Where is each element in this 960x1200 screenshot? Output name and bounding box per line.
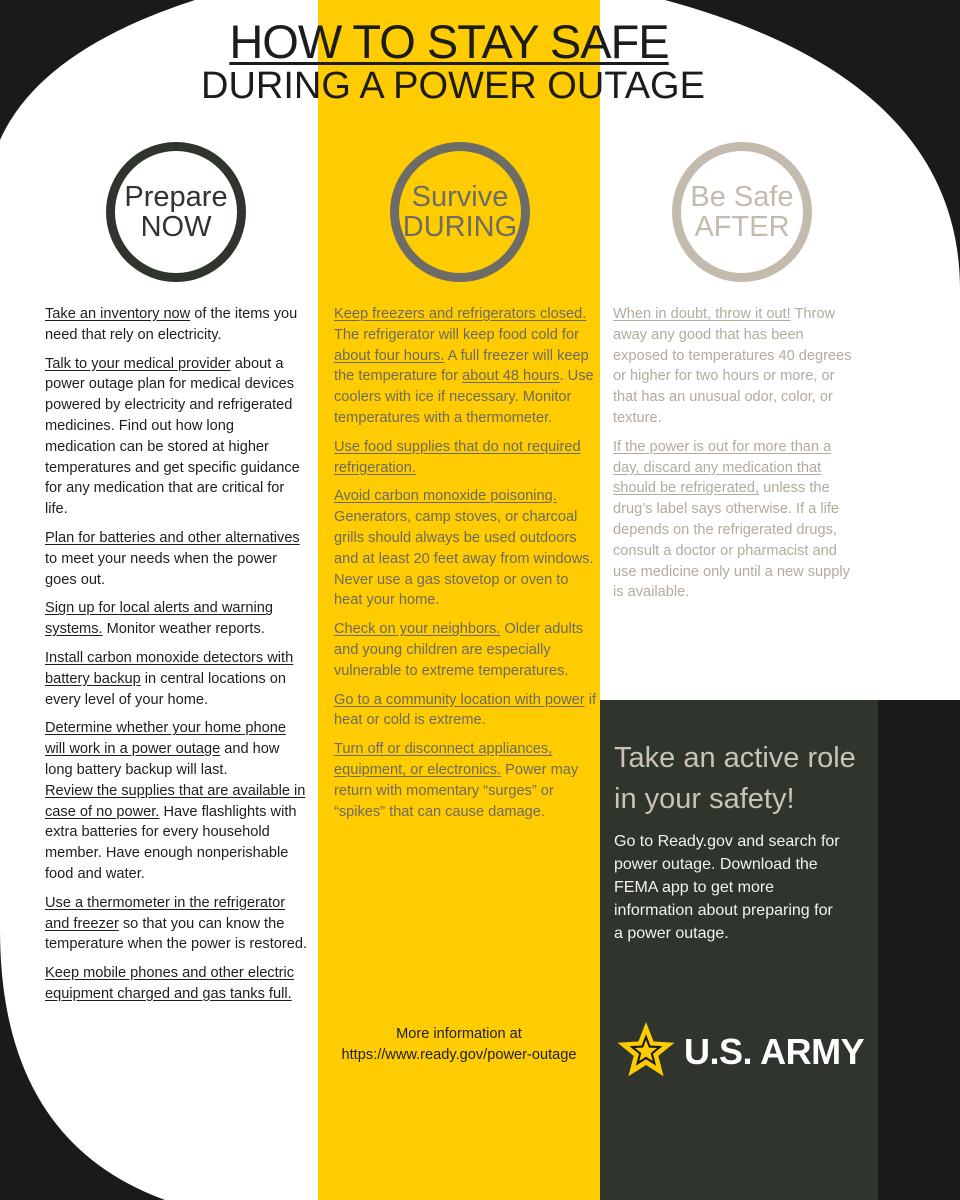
after-list: [613, 304, 861, 611]
cta-heading: Take an active role in your safety!: [614, 742, 856, 815]
survive-item-text: Power may return with momentary “surges” or “spikes” that can cause damage.: [334, 761, 579, 820]
prepare-item-link[interactable]: Talk to your medical provider: [45, 355, 231, 372]
survive-item-link[interactable]: Avoid carbon monoxide poisoning.: [334, 488, 557, 505]
after-item: [613, 304, 861, 429]
after-label: AFTER: [694, 211, 790, 243]
survive-item-text: The refrigerator will keep food cold for: [334, 326, 579, 343]
be-safe-label: Be Safe: [690, 181, 794, 213]
prepare-item: [45, 648, 307, 710]
prepare-item-text: about a power outage plan for medical devices powered by electricity and refrigerated medicines. Find out how long medication can be stored at higher temperatures and get specific guidance for any medication that are critical for life.: [45, 355, 300, 518]
survive-during-circle: [390, 142, 530, 282]
survive-item-text: . Use coolers with ice if necessary. Monitor temperatures with a thermometer.: [334, 368, 594, 426]
more-info-url[interactable]: https://www.ready.gov/power-outage: [341, 1047, 577, 1063]
prepare-item-link[interactable]: Review the supplies that are available in case of no power.: [45, 782, 306, 820]
now-label: NOW: [140, 211, 212, 243]
cta-body: Go to Ready.gov and search for power outage. Download the FEMA app to get more information about preparing for a power outage.: [614, 833, 840, 942]
survive-item-link[interactable]: Check on your neighbors.: [334, 621, 501, 638]
call-to-action: [600, 700, 878, 1200]
survive-item: [334, 486, 596, 611]
prepare-item-link[interactable]: Install carbon monoxide detectors with battery backup: [45, 649, 294, 687]
page-title: HOW TO STAY SAFE: [229, 15, 669, 68]
more-info-label: More information at: [396, 1026, 522, 1042]
prepare-now-circle: [106, 142, 246, 282]
survive-item: [334, 619, 596, 681]
prepare-item: [45, 304, 307, 346]
prepare-item-text: of the items you need that rely on electricity.: [45, 306, 298, 343]
more-info: [318, 1024, 600, 1066]
survive-item-link[interactable]: Go to a community location with power: [334, 691, 585, 708]
army-star-icon: [614, 1018, 678, 1082]
prepare-item: [45, 598, 307, 640]
prepare-label: Prepare: [124, 181, 228, 213]
after-item-link[interactable]: When in doubt, throw it out!: [613, 306, 791, 322]
survive-item: [334, 690, 596, 732]
survive-item-link[interactable]: Turn off or disconnect appliances, equipment, or electronics.: [334, 741, 553, 778]
prepare-item-text: and how long battery backup will last.: [45, 741, 280, 778]
army-wordmark: U.S. ARMY: [684, 1031, 865, 1072]
survive-item-link[interactable]: Keep freezers and refrigerators closed.: [334, 306, 587, 322]
prepare-item: [45, 528, 307, 590]
prepare-item-link[interactable]: Use a thermometer in the refrigerator and freezer: [45, 894, 286, 932]
be-safe-after-circle: [672, 142, 812, 282]
survive-item-text: Generators, camp stoves, or charcoal grills should always be used outdoors and at least 20 feet away from windows. Never use a gas stovetop or oven to heat your home.: [334, 509, 594, 609]
page-subtitle: DURING A POWER OUTAGE: [201, 65, 705, 107]
survive-item-link[interactable]: Use food supplies that do not required refrigeration.: [334, 438, 581, 476]
survive-item-link[interactable]: about 48 hours: [462, 368, 560, 385]
prepare-item-link[interactable]: Plan for batteries and other alternatives: [45, 529, 300, 546]
after-item-text: Throw away any good that has been exposed to temperatures 40 degrees or higher for two hours or more, or that has an unusual odor, color, or texture.: [613, 306, 852, 426]
prepare-item-link[interactable]: Determine whether your home phone will work in a power outage: [45, 720, 286, 758]
survive-list: [334, 304, 596, 830]
prepare-item-link[interactable]: Keep mobile phones and other electric equipment charged and gas tanks full.: [45, 965, 295, 1002]
prepare-item: [45, 781, 307, 885]
prepare-item: [45, 963, 307, 1005]
after-item: [613, 437, 861, 603]
during-label: DURING: [402, 211, 518, 243]
survive-item-link[interactable]: about four hours.: [334, 347, 445, 364]
prepare-item: [45, 354, 307, 520]
prepare-item-text: to meet your needs when the power goes out.: [45, 550, 278, 588]
survive-item: [334, 304, 596, 429]
after-item-link[interactable]: If the power is out for more than a day, discard any medication that should be refrigerated,: [613, 438, 832, 497]
prepare-item-text: so that you can know the temperature when the power is restored.: [45, 915, 308, 953]
army-logo: [614, 1018, 874, 1084]
survive-item: [334, 739, 596, 822]
prepare-item: [45, 893, 307, 955]
survive-label: Survive: [411, 181, 509, 213]
survive-item-text: A full freezer will keep the temperature for: [334, 347, 589, 385]
prepare-item-text: Monitor weather reports.: [102, 621, 265, 638]
survive-item-text: Older adults and young children are especially vulnerable to extreme temperatures.: [334, 621, 584, 679]
prepare-item: [45, 718, 307, 780]
prepare-item-link[interactable]: Sign up for local alerts and warning systems.: [45, 600, 273, 638]
prepare-item-text: Have flashlights with extra batteries for every household member. Have enough nonperishable food and water.: [45, 803, 297, 882]
after-item-text: unless the drug’s label says otherwise. If a life depends on the refrigerated drugs, consult a doctor or pharmacist and use medicine only until a new supply is available.: [613, 480, 850, 601]
prepare-list: [45, 304, 307, 1013]
survive-item: [334, 437, 596, 479]
prepare-item-text: in central locations on every level of your home.: [45, 670, 286, 708]
prepare-item-link[interactable]: Take an inventory now: [45, 306, 191, 322]
survive-item-text: if heat or cold is extreme.: [334, 691, 596, 729]
